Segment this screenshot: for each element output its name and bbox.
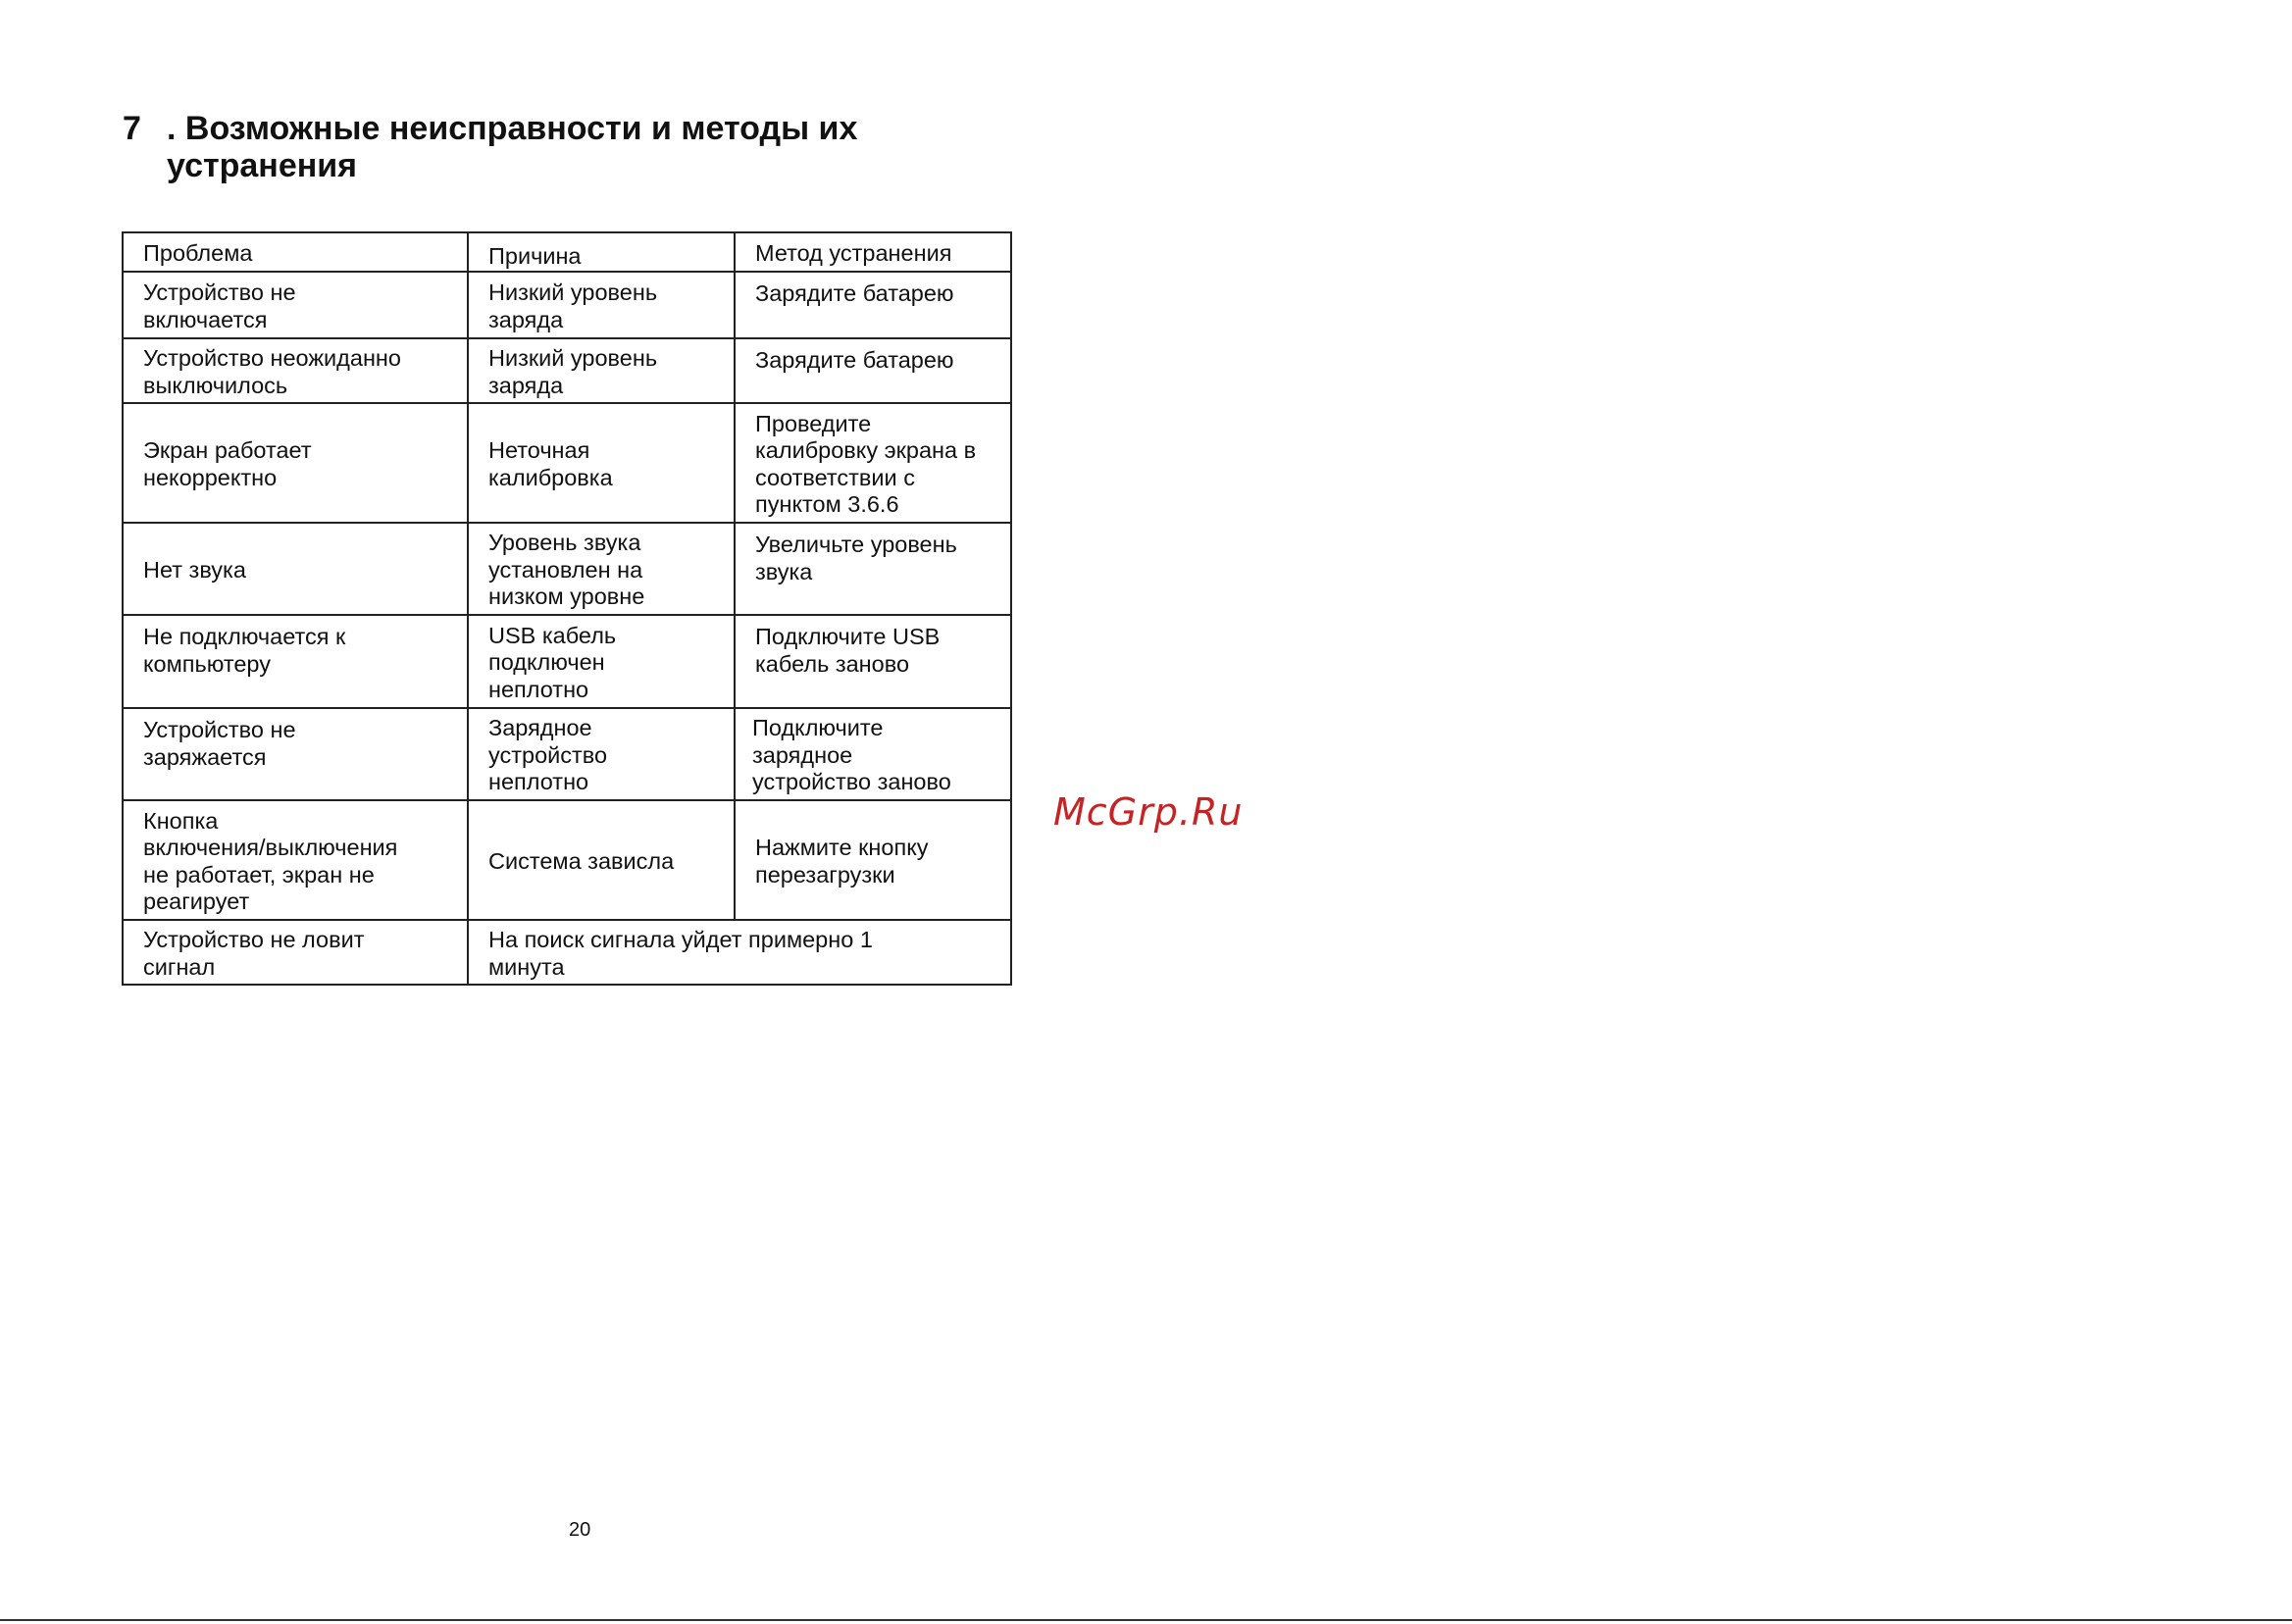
header-problem: Проблема <box>123 232 468 272</box>
table-row <box>123 920 1011 985</box>
table-header-row <box>123 232 1011 272</box>
solution-cell: Подключите зарядное устройство заново <box>735 708 1011 800</box>
solution-cell: Подключите USB кабель заново <box>735 615 1011 708</box>
problem-cell: Устройство неожиданно выключилось <box>123 338 468 403</box>
table-row <box>123 338 1011 403</box>
problem-cell: Нет звука <box>123 523 468 615</box>
section-title <box>123 110 1064 184</box>
table-row <box>123 800 1011 920</box>
cause-cell: Зарядное устройство неплотно <box>468 708 735 800</box>
cause-cell: Уровень звука установлен на низком уровне <box>468 523 735 615</box>
problem-cell: Устройство не заряжается <box>123 708 468 800</box>
solution-cell: Проведите калибровку экрана в соответствии с пунктом 3.6.6 <box>735 403 1011 523</box>
problem-cell: Устройство не включается <box>123 272 468 338</box>
cause-cell: Низкий уровень заряда <box>468 272 735 338</box>
page-number: 20 <box>569 1519 591 1541</box>
table-row <box>123 403 1011 523</box>
cause-cell: Система зависла <box>468 800 735 920</box>
cause-cell: Неточная калибровка <box>468 403 735 523</box>
watermark: McGrp.Ru <box>1053 790 1244 834</box>
section-title-line1: . Возможные неисправности и методы их <box>167 110 858 147</box>
solution-cell: Зарядите батарею <box>735 338 1011 403</box>
section-title-line2: устранения <box>167 147 358 184</box>
table-row <box>123 708 1011 800</box>
solution-cell: Увеличьте уровень звука <box>735 523 1011 615</box>
table-row <box>123 615 1011 708</box>
cause-cell: USB кабель подключен неплотно <box>468 615 735 708</box>
solution-cell: Зарядите батарею <box>735 272 1011 338</box>
table-row <box>123 272 1011 338</box>
problem-cell: Кнопка включения/выключения не работает, экран не реагирует <box>123 800 468 920</box>
problem-cell: Экран работает некорректно <box>123 403 468 523</box>
signal-note-cell: На поиск сигнала уйдет примерно 1 минута <box>468 920 1011 985</box>
header-cause: Причина <box>468 232 735 272</box>
problem-cell: Устройство не ловит сигнал <box>123 920 468 985</box>
section-number: 7 <box>123 110 141 147</box>
cause-cell: Низкий уровень заряда <box>468 338 735 403</box>
table-row <box>123 523 1011 615</box>
header-solution: Метод устранения <box>735 232 1011 272</box>
troubleshooting-table <box>122 231 1012 986</box>
problem-cell: Не подключается к компьютеру <box>123 615 468 708</box>
solution-cell: Нажмите кнопку перезагрузки <box>735 800 1011 920</box>
bottom-divider <box>0 1619 2292 1621</box>
